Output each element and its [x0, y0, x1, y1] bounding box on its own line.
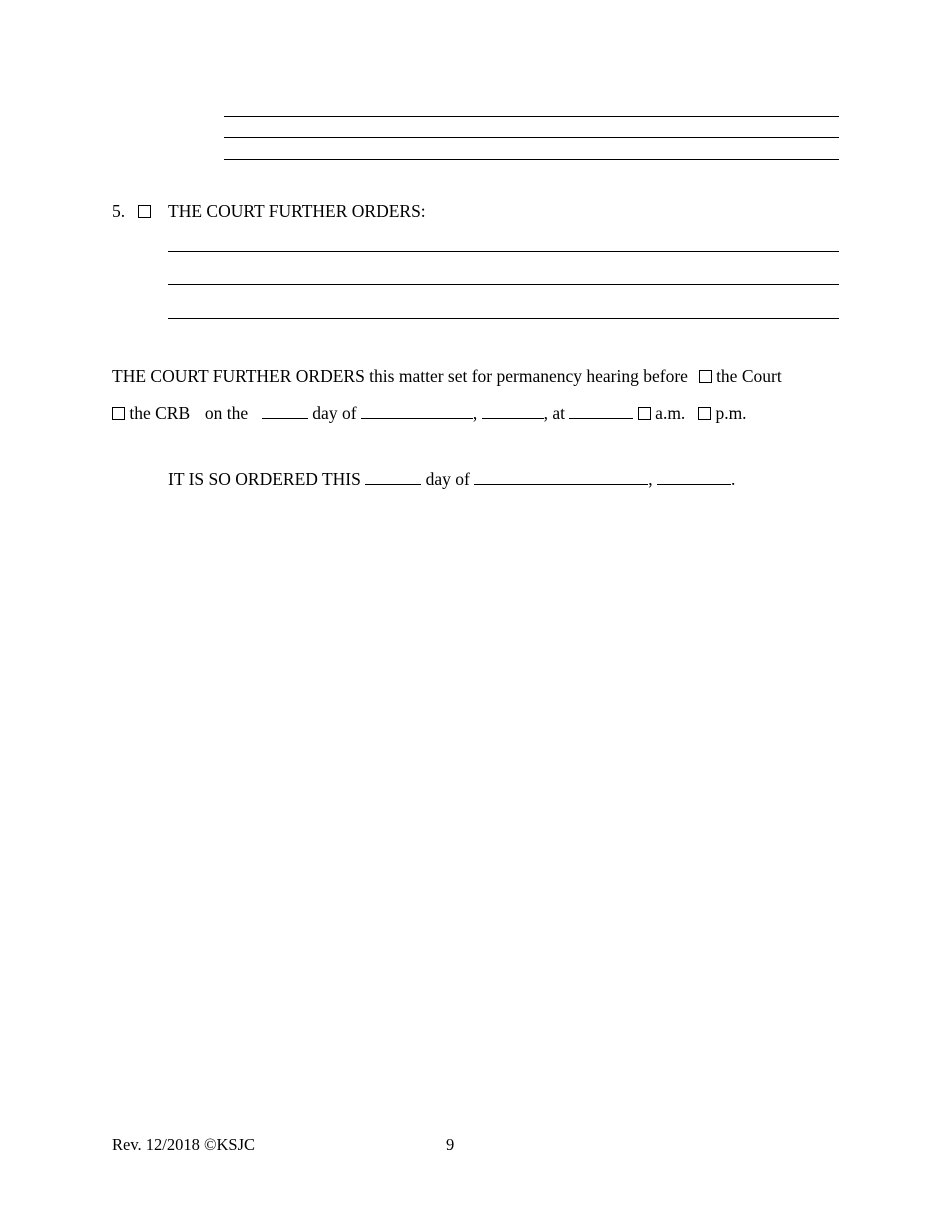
court-option-label: the Court	[716, 366, 782, 386]
hearing-day-field[interactable]	[262, 404, 308, 419]
am-checkbox[interactable]	[638, 407, 651, 420]
section-5-heading: THE COURT FURTHER ORDERS:	[168, 201, 426, 221]
so-ordered-period: .	[730, 469, 736, 489]
crb-checkbox[interactable]	[112, 407, 125, 420]
hearing-month-field[interactable]	[361, 404, 473, 419]
so-ordered-comma: ,	[648, 469, 653, 489]
so-ordered-day-of: day of	[425, 469, 470, 489]
blank-line-orders-3[interactable]	[168, 318, 839, 319]
ordered-year-field[interactable]	[657, 470, 731, 485]
blank-line-top-2[interactable]	[224, 137, 839, 138]
ordered-month-field[interactable]	[474, 470, 648, 485]
section-5-checkbox[interactable]	[138, 205, 151, 218]
ordered-day-field[interactable]	[365, 470, 421, 485]
footer-page-number: 9	[446, 1135, 455, 1154]
am-label: a.m.	[655, 403, 686, 423]
crb-option-label: the CRB	[129, 403, 191, 423]
so-ordered-text: IT IS SO ORDERED THIS	[168, 469, 361, 489]
on-the-label: on the	[204, 403, 249, 423]
permanency-line-1	[112, 368, 782, 386]
so-ordered-line	[168, 470, 735, 489]
comma: ,	[472, 403, 478, 423]
section-5-number	[112, 203, 151, 221]
pm-checkbox[interactable]	[698, 407, 711, 420]
hearing-year-field[interactable]	[482, 404, 544, 419]
at-label: , at	[543, 403, 566, 423]
pm-label: p.m.	[715, 403, 747, 423]
blank-line-top-1[interactable]	[224, 116, 839, 117]
day-of-label: day of	[312, 403, 357, 423]
blank-line-orders-2[interactable]	[168, 284, 839, 285]
court-checkbox[interactable]	[699, 370, 712, 383]
permanency-text: THE COURT FURTHER ORDERS this matter set for permanency hearing before	[112, 366, 688, 386]
footer-revision: Rev. 12/2018 ©KSJC	[112, 1135, 256, 1154]
hearing-time-field[interactable]	[569, 404, 633, 419]
section-number: 5.	[112, 201, 126, 221]
blank-line-orders-1[interactable]	[168, 251, 839, 252]
permanency-line-2	[112, 404, 747, 423]
blank-line-top-3[interactable]	[224, 159, 839, 160]
